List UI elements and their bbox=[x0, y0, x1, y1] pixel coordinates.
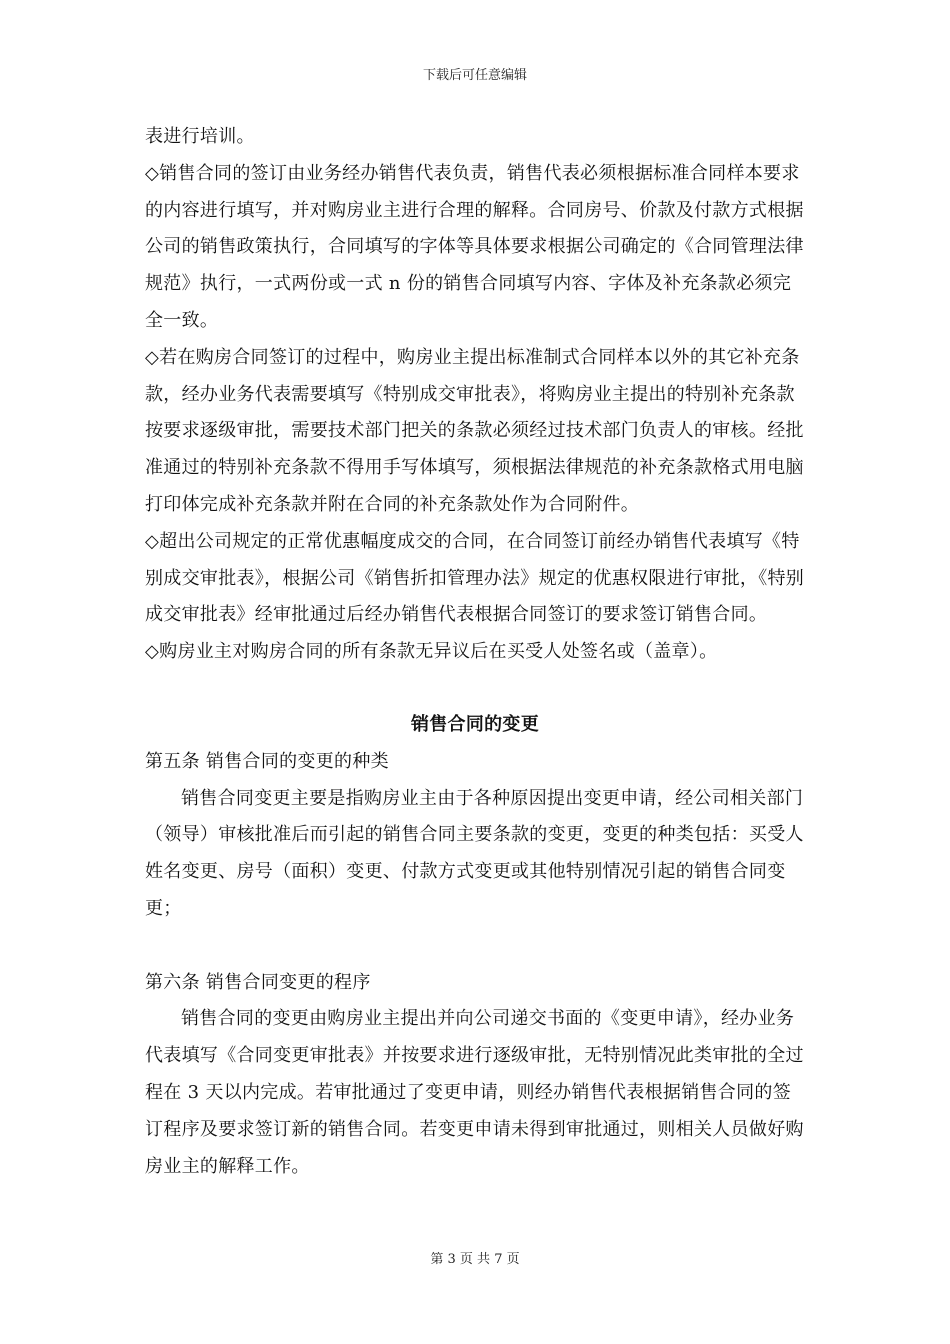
paragraph-continuation: 表进行培训。 bbox=[145, 126, 255, 147]
paragraph-buyer-signature: ◇购房业主对购房合同的所有条款无异议后在买受人处签名或（盖章）。 bbox=[145, 641, 718, 663]
section-title: 销售合同的变更 bbox=[410, 713, 540, 735]
page-footer: 第 3 页 共 7 页 bbox=[430, 1252, 520, 1267]
paragraph-supplementary-terms: ◇若在购房合同签订的过程中，购房业主提出标准制式合同样本以外的其它补充条款，经办业务代表需要填写《特别成交审批表》，将购房业主提出的特别补充条款按要求逐级审批，需要技术部门把关的条款必须经过技术部门负责人的审核。经批准通过的特别补充条款不得用手写体填写，须根据法律规范的补充条款格式用电脑打印体完成补充条款并附在合同的补充条款处作为合同附件。 bbox=[145, 346, 804, 515]
spacer bbox=[145, 928, 805, 965]
article-6-title: 第六条 销售合同变更的程序 bbox=[145, 971, 371, 993]
page-header: 下载后可任意编辑 bbox=[422, 68, 527, 83]
document-body bbox=[145, 119, 805, 1185]
paragraph-discount-approval: ◇超出公司规定的正常优惠幅度成交的合同，在合同签订前经办销售代表填写《特别成交审批表》，根据公司《销售折扣管理办法》规定的优惠权限进行审批，《特别成交审批表》经审批通过后经办销售代表根据合同签订的要求签订销售合同。 bbox=[145, 530, 805, 626]
article-5-body: 销售合同变更主要是指购房业主由于各种原因提出变更申请，经公司相关部门（领导）审核批准后而引起的销售合同主要条款的变更，变更的种类包括：买受人姓名变更、房号（面积）变更、付款方式变更或其他特别情况引起的销售合同变更； bbox=[145, 787, 804, 919]
article-5-title: 第五条 销售合同的变更的种类 bbox=[145, 750, 389, 772]
paragraph-signing-responsibility: ◇销售合同的签订由业务经办销售代表负责，销售代表必须根据标准合同样本要求的内容进行填写，并对购房业主进行合理的解释。合同房号、价款及付款方式根据公司的销售政策执行，合同填写的字体等具体要求根据公司确定的《合同管理法律规范》执行，一式两份或一式 n 份的销售合同填写内容、字体及补充条款必须完全一致。 bbox=[145, 162, 804, 331]
article-6-body: 销售合同的变更由购房业主提出并向公司递交书面的《变更申请》，经办业务代表填写《合同变更审批表》并按要求进行逐级审批，无特别情况此类审批的全过程在 3 天以内完成。若审批通过了变更申请，则经办销售代表根据销售合同的签订程序及要求签订新的销售合同。若变更申请未得到审批通过，则相关人员做好购房业主的解释工作。 bbox=[145, 1008, 804, 1177]
